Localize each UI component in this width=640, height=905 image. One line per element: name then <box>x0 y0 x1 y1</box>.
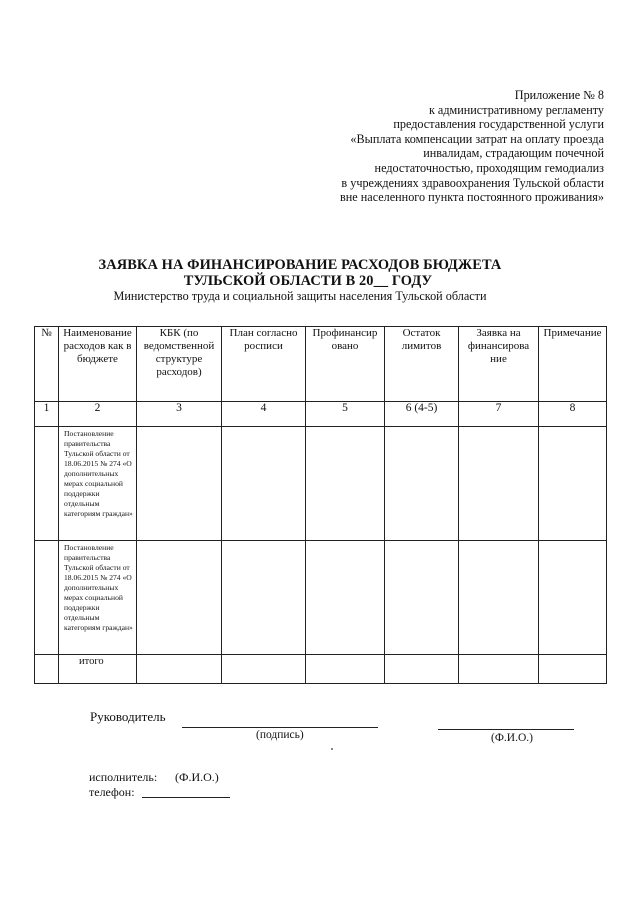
table-row <box>35 541 607 655</box>
appendix-line: Приложение № 8 <box>514 88 604 102</box>
table-row <box>35 427 607 541</box>
signature-caption: (подпись) <box>256 729 304 741</box>
appendix-line: вне населенного пункта постоянного проживания» <box>340 190 604 205</box>
table-cell-empty <box>306 655 385 684</box>
table-cell-empty <box>35 541 59 655</box>
total-row <box>35 655 607 684</box>
header-cell-remaining: Остаток лимитов <box>385 327 459 402</box>
table-cell-empty <box>35 427 59 541</box>
table-cell-empty <box>539 655 607 684</box>
column-number: 8 <box>539 402 607 427</box>
table-cell-empty <box>385 427 459 541</box>
table-cell-empty <box>222 427 306 541</box>
executor-label: исполнитель: <box>89 770 158 784</box>
appendix-line: к административному регламенту <box>428 102 604 117</box>
appendix-note <box>264 88 604 205</box>
table-cell-empty <box>35 655 59 684</box>
funding-request-table <box>34 326 607 684</box>
phone-line <box>142 797 230 798</box>
signature-line <box>182 727 378 728</box>
table-cell-empty <box>459 655 539 684</box>
header-cell-request: Заявка на финансирова ние <box>459 327 539 402</box>
header-cell-note: Примечание <box>539 327 607 402</box>
document-title-year: ТУЛЬСКОЙ ОБЛАСТИ В 20__ ГОДУ <box>183 273 433 289</box>
table-cell-empty <box>137 427 222 541</box>
column-number-row <box>35 402 607 427</box>
header-cell-kbk: КБК (по ведомственной структуре расходов) <box>137 327 222 402</box>
appendix-line: недостаточностью, проходящим гемодиализ <box>374 160 604 175</box>
table-cell-empty <box>222 541 306 655</box>
column-number: 6 (4-5) <box>385 402 459 427</box>
head-label: Руководитель <box>90 709 166 724</box>
expense-description: Постановление правительства Тульской области от 18.06.2015 № 274 «О дополнительных мерах социальной поддержки отдельным категориям граждан» <box>59 427 137 541</box>
expense-description: Постановление правительства Тульской области от 18.06.2015 № 274 «О дополнительных мерах социальной поддержки отдельным категориям граждан» <box>59 541 137 655</box>
column-number: 4 <box>222 402 306 427</box>
table-cell-empty <box>459 541 539 655</box>
column-number: 2 <box>59 402 137 427</box>
column-number: 3 <box>137 402 222 427</box>
head-fio-line <box>438 729 574 730</box>
column-number: 7 <box>459 402 539 427</box>
phone-label: телефон: <box>89 785 135 799</box>
column-number: 5 <box>306 402 385 427</box>
scan-speck <box>331 748 333 750</box>
header-cell-plan: План согласно росписи <box>222 327 306 402</box>
table-cell-empty <box>137 655 222 684</box>
table-cell-empty <box>385 655 459 684</box>
table-header-row <box>35 327 607 402</box>
table-cell-empty <box>306 427 385 541</box>
table-cell-empty <box>539 541 607 655</box>
appendix-line: «Выплата компенсации затрат на оплату проезда <box>350 131 604 146</box>
table-cell-empty <box>137 541 222 655</box>
header-cell-financed: Профинансир овано <box>306 327 385 402</box>
table-cell-empty <box>539 427 607 541</box>
table-cell-empty <box>222 655 306 684</box>
appendix-line: в учреждениях здравоохранения Тульской области <box>341 175 604 190</box>
appendix-line: инвалидам, страдающим почечной <box>423 146 604 161</box>
fio-caption: (Ф.И.О.) <box>491 732 533 744</box>
appendix-line: предоставления государственной услуги <box>393 117 604 132</box>
ministry-name: Министерство труда и социальной защиты населения Тульской области <box>113 289 487 303</box>
table-cell-empty <box>385 541 459 655</box>
column-number: 1 <box>35 402 59 427</box>
table-cell-empty <box>459 427 539 541</box>
header-cell-number: № <box>35 327 59 402</box>
table-cell-empty <box>306 541 385 655</box>
total-label: итого <box>59 655 137 684</box>
document-title: ЗАЯВКА НА ФИНАНСИРОВАНИЕ РАСХОДОВ БЮДЖЕТА <box>98 257 502 273</box>
executor-fio: (Ф.И.О.) <box>175 770 219 784</box>
header-cell-name: Наименование расходов как в бюджете <box>59 327 137 402</box>
